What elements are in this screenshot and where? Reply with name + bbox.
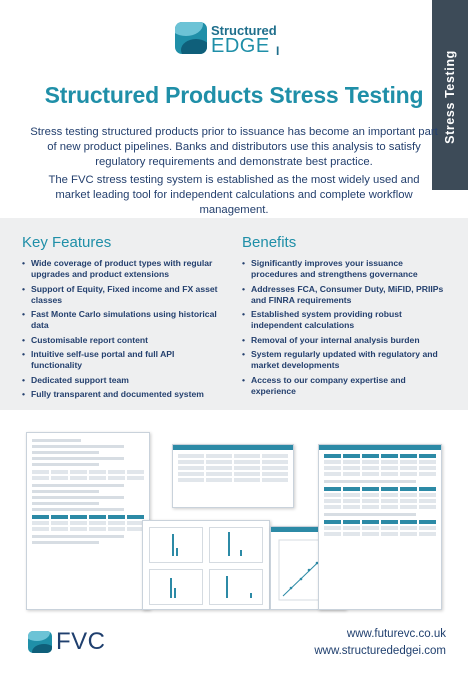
website-link-structurededgei[interactable]: www.structurededgei.com (314, 645, 446, 657)
structured-edge-logo-mark-icon (175, 22, 207, 54)
key-features-heading: Key Features (22, 234, 112, 251)
list-item: • Intuitive self-use portal and full API functionality (22, 349, 227, 371)
list-item: • Fully transparent and documented system (22, 389, 227, 400)
fvc-logo-text: FVC (56, 628, 106, 655)
footer-links (314, 626, 446, 660)
report-screenshot-table (172, 444, 294, 508)
logo-suffix: I (276, 44, 280, 58)
list-item: • Customisable report content (22, 335, 227, 346)
side-tab-label: Stress Testing (443, 50, 457, 144)
benefits-heading: Benefits (242, 234, 297, 251)
list-item: • Dedicated support team (22, 375, 227, 386)
logo-line2: EDGE (211, 35, 270, 57)
list-item: • Wide coverage of product types with regular upgrades and product extensions (22, 258, 227, 280)
fvc-logo-mark-icon (28, 631, 52, 653)
benefits-list (242, 258, 447, 400)
intro-paragraph-1: Stress testing structured products prior to issuance has become an important part of new product pipelines. Banks and distributors use this analysis to satisfy regulatory requirements and demonstrate best practice. (30, 126, 438, 168)
page-title: Structured Products Stress Testing (44, 82, 424, 108)
structured-edge-logo (175, 22, 305, 66)
list-item: • Significantly improves your issuance procedures and strengthens governance (242, 258, 447, 280)
website-link-futurevc[interactable]: www.futurevc.co.uk (346, 628, 446, 640)
list-item: • Support of Equity, Fixed income and FX asset classes (22, 284, 227, 306)
list-item: • Removal of your internal analysis burden (242, 335, 447, 346)
list-item: • Established system providing robust independent calculations (242, 309, 447, 331)
list-item: • Fast Monte Carlo simulations using historical data (22, 309, 227, 331)
report-screenshot-distributions (142, 520, 270, 610)
fvc-logo (28, 628, 108, 658)
report-screenshot-scenarios (318, 444, 442, 610)
intro-paragraph-2: The FVC stress testing system is established as the most widely used and market leading tool for independent calculations and complete workflow management. (48, 174, 420, 216)
list-item: • Addresses FCA, Consumer Duty, MiFID, PRIIPs and FINRA requirements (242, 284, 447, 306)
logo-line1: Structured (211, 23, 277, 38)
list-item: • Access to our company expertise and experience (242, 375, 447, 397)
key-features-list (22, 258, 227, 404)
report-screenshot-summary (26, 432, 150, 610)
list-item: • System regularly updated with regulatory and market developments (242, 349, 447, 371)
